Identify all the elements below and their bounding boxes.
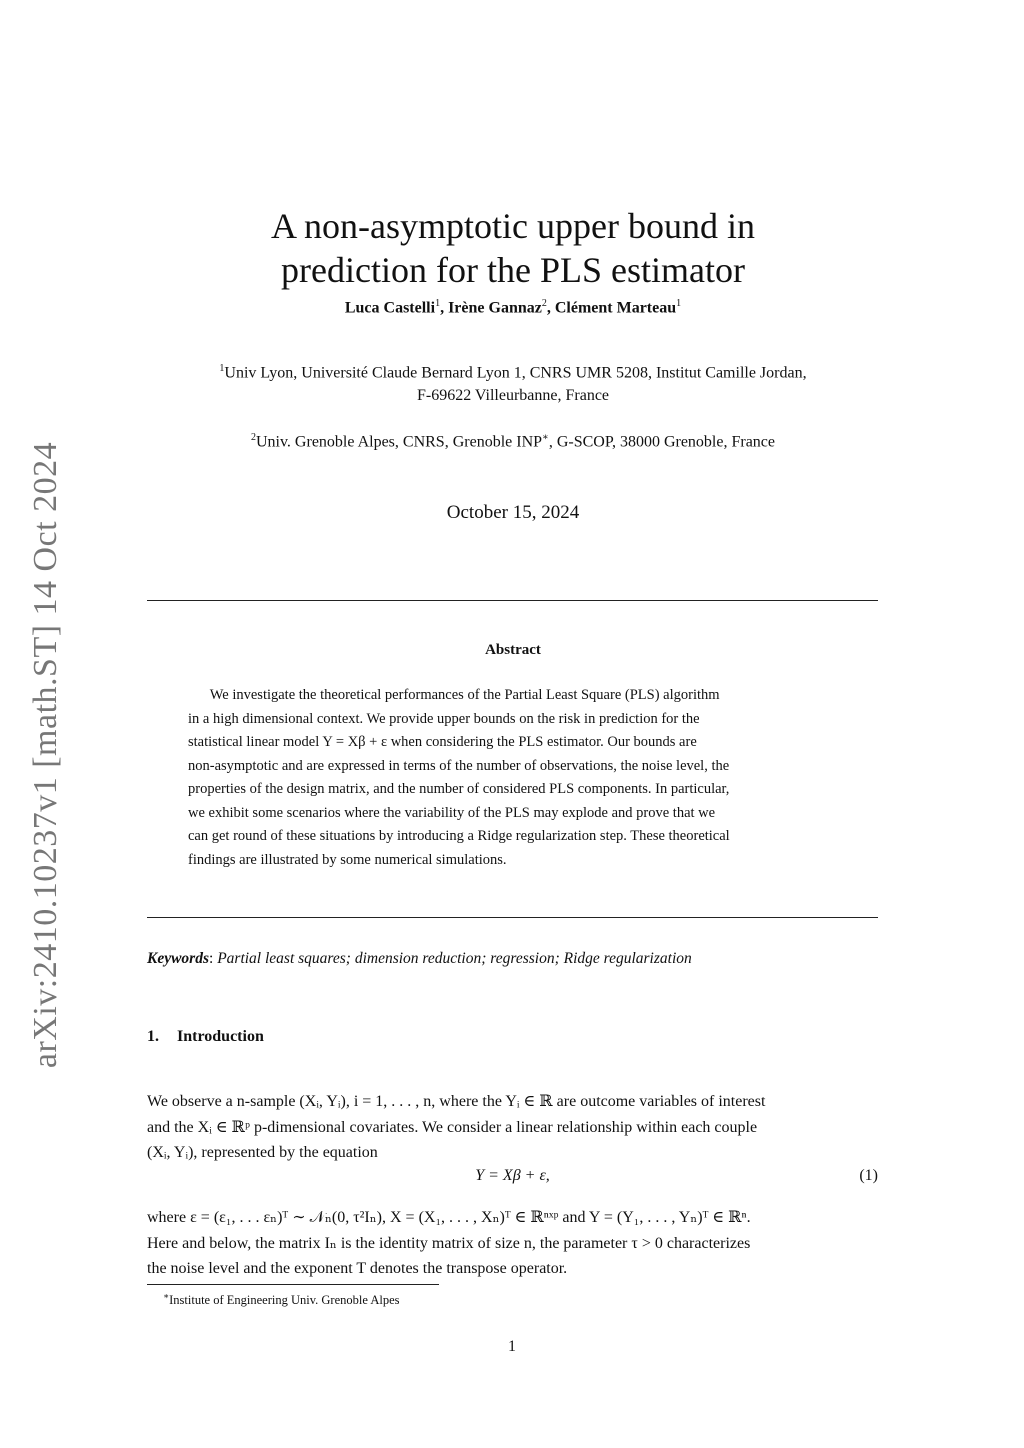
- abstract-line: findings are illustrated by some numerical simulations.: [188, 851, 507, 868]
- author-name: Luca Castelli: [344, 299, 436, 317]
- paragraph-line: where ε = (ε₁, . . . εₙ)ᵀ ∼ 𝒩ₙ(0, τ²Iₙ), X = (X₁, . . . , Xₙ)ᵀ ∈ ℝⁿˣᵖ and Y = (Y₁, . . . , Yₙ)ᵀ ∈ ℝⁿ.: [147, 1209, 751, 1226]
- footnote-rule: [147, 1284, 439, 1285]
- author-name: Irène Gannaz: [448, 299, 542, 317]
- title-line: prediction for the PLS estimator: [281, 250, 745, 290]
- abstract-line: properties of the design matrix, and the number of considered PLS components. In particular,: [188, 781, 730, 797]
- arxiv-side-stamp: [22, 440, 70, 1070]
- affiliation-text: , G-SCOP, 38000 Grenoble, France: [548, 433, 776, 451]
- section-heading: [147, 1028, 264, 1046]
- keywords-text: Partial least squares; dimension reduction; regression; Ridge regularization: [217, 950, 692, 967]
- author-separator: ,: [546, 299, 555, 317]
- arxiv-identifier: arXiv:2410.10237v1 [math.ST] 14 Oct 2024: [27, 441, 65, 1069]
- affiliation-text: Univ Lyon, Université Claude Bernard Lyon 1, CNRS UMR 5208, Institut Camille Jordan,: [224, 364, 807, 382]
- abstract-line: in a high dimensional context. We provide upper bounds on the risk in prediction for the: [188, 710, 700, 727]
- page-number: 1: [508, 1338, 516, 1355]
- author-list: [148, 298, 878, 317]
- equation-1: [147, 1167, 878, 1191]
- affiliation-text: F-69622 Villeurbanne, France: [416, 387, 610, 405]
- keywords-label: Keywords: [147, 950, 209, 967]
- author-affiliation-mark: 1: [676, 298, 682, 309]
- intro-paragraph: [147, 1089, 878, 1166]
- paragraph-line: Here and below, the matrix Iₙ is the identity matrix of size n, the parameter τ > 0 characterizes: [147, 1234, 751, 1252]
- equation-body: Y = Xβ + ε,: [475, 1167, 550, 1184]
- author-name: Clément Marteau: [554, 299, 677, 317]
- author-affiliation-mark: 1: [435, 298, 441, 309]
- equation-number: (1): [859, 1167, 878, 1184]
- paragraph-line: and the Xᵢ ∈ ℝᵖ p-dimensional covariates. We consider a linear relationship within each couple: [147, 1118, 758, 1136]
- paragraph-line: We observe a n-sample (Xᵢ, Yᵢ), i = 1, . . . , n, where the Yᵢ ∈ ℝ are outcome variables of interest: [147, 1093, 766, 1110]
- abstract-body: [188, 684, 836, 872]
- affiliation-mark: 2: [250, 432, 256, 443]
- affiliation-1: [148, 357, 878, 407]
- affiliation-text: Univ. Grenoble Alpes, CNRS, Grenoble INP: [255, 433, 543, 451]
- author-affiliation-mark: 2: [541, 298, 547, 309]
- paper-title: [148, 204, 878, 292]
- abstract-top-rule: [147, 600, 878, 601]
- post-equation-paragraph: [147, 1205, 878, 1282]
- footnote-mark: ∗: [542, 432, 549, 443]
- title-line: A non-asymptotic upper bound in: [271, 206, 755, 246]
- abstract-line: statistical linear model Y = Xβ + ε when considering the PLS estimator. Our bounds are: [188, 734, 697, 750]
- abstract-bottom-rule: [147, 917, 878, 918]
- affiliation-mark: 1: [219, 363, 225, 374]
- abstract-heading: Abstract: [485, 642, 541, 658]
- affiliation-2: [148, 426, 878, 453]
- abstract-line: We investigate the theoretical performances of the Partial Least Square (PLS) algorithm: [188, 687, 720, 703]
- abstract-line: non-asymptotic and are expressed in terms of the number of observations, the noise level, the: [188, 757, 730, 774]
- footnote-mark: ∗: [163, 1291, 170, 1301]
- section-number: 1.: [147, 1028, 159, 1045]
- footnote: [163, 1291, 400, 1308]
- abstract-line: can get round of these situations by introducing a Ridge regularization step. These theoretical: [188, 828, 730, 844]
- section-title: Introduction: [177, 1028, 264, 1045]
- keywords-separator: :: [209, 950, 218, 967]
- footnote-text: Institute of Engineering Univ. Grenoble Alpes: [169, 1293, 400, 1308]
- abstract-line: we exhibit some scenarios where the variability of the PLS may explode and prove that we: [188, 804, 716, 821]
- keywords: [147, 950, 878, 968]
- paper-date: October 15, 2024: [446, 502, 580, 523]
- paragraph-line: (Xᵢ, Yᵢ), represented by the equation: [147, 1144, 378, 1161]
- paragraph-line: the noise level and the exponent T denotes the transpose operator.: [147, 1260, 568, 1277]
- author-separator: ,: [440, 299, 449, 317]
